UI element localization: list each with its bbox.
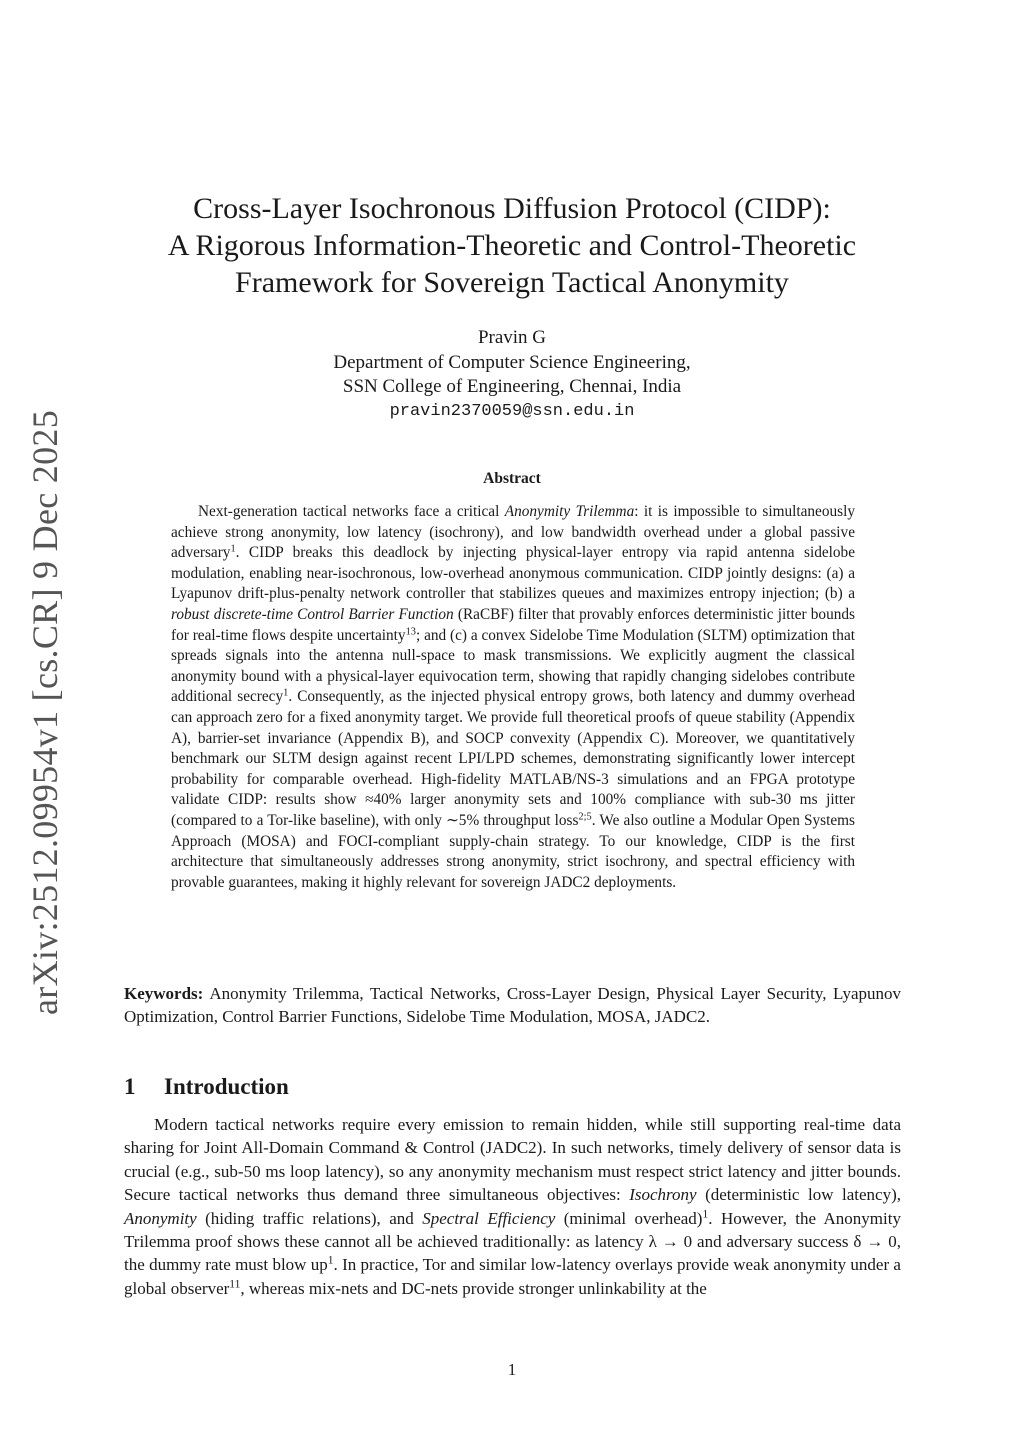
intro-emphasis-anonymity: Anonymity: [124, 1208, 197, 1228]
title-line-3: Framework for Sovereign Tactical Anonymity: [235, 266, 789, 299]
abstract-text-1: Next-generation tactical networks face a critical: [198, 503, 505, 520]
intro-text-1: Modern tactical networks require every emission to remain hidden, while still supporting real-time data sharing for Joint All-Domain Command & Control (JADC2). In such networks, timely delivery of sensor data is crucial (e.g., sub-50 ms loop latency), so any anonymity mechanism must respect strict latency and jitter bounds. Secure tactical networks thus demand three simultaneous objectives:: [124, 1115, 901, 1205]
intro-text-2: (deterministic low latency),: [696, 1185, 901, 1205]
keywords-text: Anonymity Trilemma, Tactical Networks, Cross-Layer Design, Physical Layer Security, Lyapunov Optimization, Control Barrier Functions, Sidelobe Time Modulation, MOSA, JADC2.: [124, 984, 901, 1027]
intro-text-4: (minimal overhead): [555, 1208, 703, 1228]
abstract-text-5: ; and (c) a convex Sidelobe Time Modulation (SLTM) optimization that spreads signals into the antenna null-space to mask transmissions. We explicitly augment the classical anonymity bound with a physical-layer equivocation term, showing that rapidly changing sidelobes contribute additional secrecy: [171, 626, 855, 706]
intro-emphasis-spectral: Spectral Efficiency: [422, 1208, 556, 1228]
keywords: [124, 982, 901, 1028]
section-heading-introduction: [124, 1074, 289, 1100]
abstract-body: [171, 502, 855, 893]
intro-text-5: . However, the Anonymity Trilemma proof shows these cannot all be achieved traditionally: as latency λ → 0 and adversary success δ → 0, the dummy rate must blow up: [124, 1208, 901, 1275]
intro-emphasis-isochrony: Isochrony: [629, 1185, 697, 1205]
abstract-emphasis-trilemma: Anonymity Trilemma: [504, 503, 635, 520]
citation-ref[interactable]: 1: [327, 1254, 334, 1268]
citation-ref[interactable]: 1: [702, 1207, 709, 1221]
section-title: Introduction: [164, 1074, 289, 1099]
citation-ref[interactable]: 1: [230, 543, 236, 555]
section-number: 1: [124, 1074, 136, 1099]
author-institution: SSN College of Engineering, Chennai, India: [342, 376, 682, 397]
author-name: Pravin G: [477, 327, 547, 348]
arxiv-identifier: arXiv:2512.09954v1 [cs.CR] 9 Dec 2025: [25, 409, 65, 1015]
abstract-text-2: : it is impossible to simultaneously achieve strong anonymity, low latency (isochrony), and low bandwidth overhead under a global passive adversary: [171, 503, 855, 562]
intro-text-6: . In practice, Tor and similar low-latency overlays provide weak anonymity under a global observer: [124, 1255, 901, 1298]
keywords-label: Keywords:: [124, 984, 204, 1003]
citation-ref[interactable]: 11: [229, 1277, 241, 1291]
abstract-emphasis-racbf: robust discrete-time Control Barrier Function: [171, 605, 454, 623]
intro-text-7: , whereas mix-nets and DC-nets provide stronger unlinkability at the: [240, 1278, 707, 1298]
citation-ref[interactable]: 2;5: [578, 811, 592, 823]
author-block: [0, 326, 1024, 424]
intro-text-3: (hiding traffic relations), and: [196, 1208, 423, 1228]
author-email[interactable]: pravin2370059@ssn.edu.in: [389, 401, 635, 421]
abstract-text-3: . CIDP breaks this deadlock by injecting physical-layer entropy via rapid antenna sidelobe modulation, enabling near-isochronous, low-overhead anonymous communication. CIDP jointly designs: (a) a Lyapunov drift-plus-penalty network controller that stabilizes queues and maximizes entropy injection; (b) a: [171, 544, 855, 603]
paper-title: [0, 190, 1024, 301]
abstract-heading: Abstract: [483, 470, 541, 487]
citation-ref[interactable]: 13: [405, 625, 416, 637]
introduction-paragraph: [124, 1113, 901, 1300]
citation-ref[interactable]: 1: [283, 687, 289, 699]
abstract-text-4: (RaCBF) filter that provably enforces deterministic jitter bounds for real-time flows despite uncertainty: [171, 605, 855, 644]
abstract-text-6: . Consequently, as the injected physical entropy grows, both latency and dummy overhead can approach zero for a fixed anonymity target. We provide full theoretical proofs of queue stability (Appendix A), barrier-set invariance (Appendix B), and SOCP convexity (Appendix C). Moreover, we quantitatively benchmark our SLTM design against recent LPI/LPD schemes, demonstrating significantly lower intercept probability for comparable overhead. High-fidelity MATLAB/NS-3 simulations and an FPGA prototype validate CIDP: results show ≈40% larger anonymity sets and 100% compliance with sub-30 ms jitter (compared to a Tor-like baseline), with only ∼5% throughput loss: [171, 688, 855, 829]
title-line-2: A Rigorous Information-Theoretic and Control-Theoretic: [167, 229, 857, 262]
abstract-text-7: . We also outline a Modular Open Systems Approach (MOSA) and FOCI-compliant supply-chain strategy. To our knowledge, CIDP is the first architecture that simultaneously addresses strong anonymity, strict isochrony, and spectral efficiency with provable guarantees, making it highly relevant for sovereign JADC2 deployments.: [171, 811, 855, 891]
title-line-1: Cross-Layer Isochronous Diffusion Protocol (CIDP):: [193, 192, 831, 225]
author-department: Department of Computer Science Engineering,: [333, 351, 691, 373]
page-number: 1: [507, 1360, 517, 1379]
